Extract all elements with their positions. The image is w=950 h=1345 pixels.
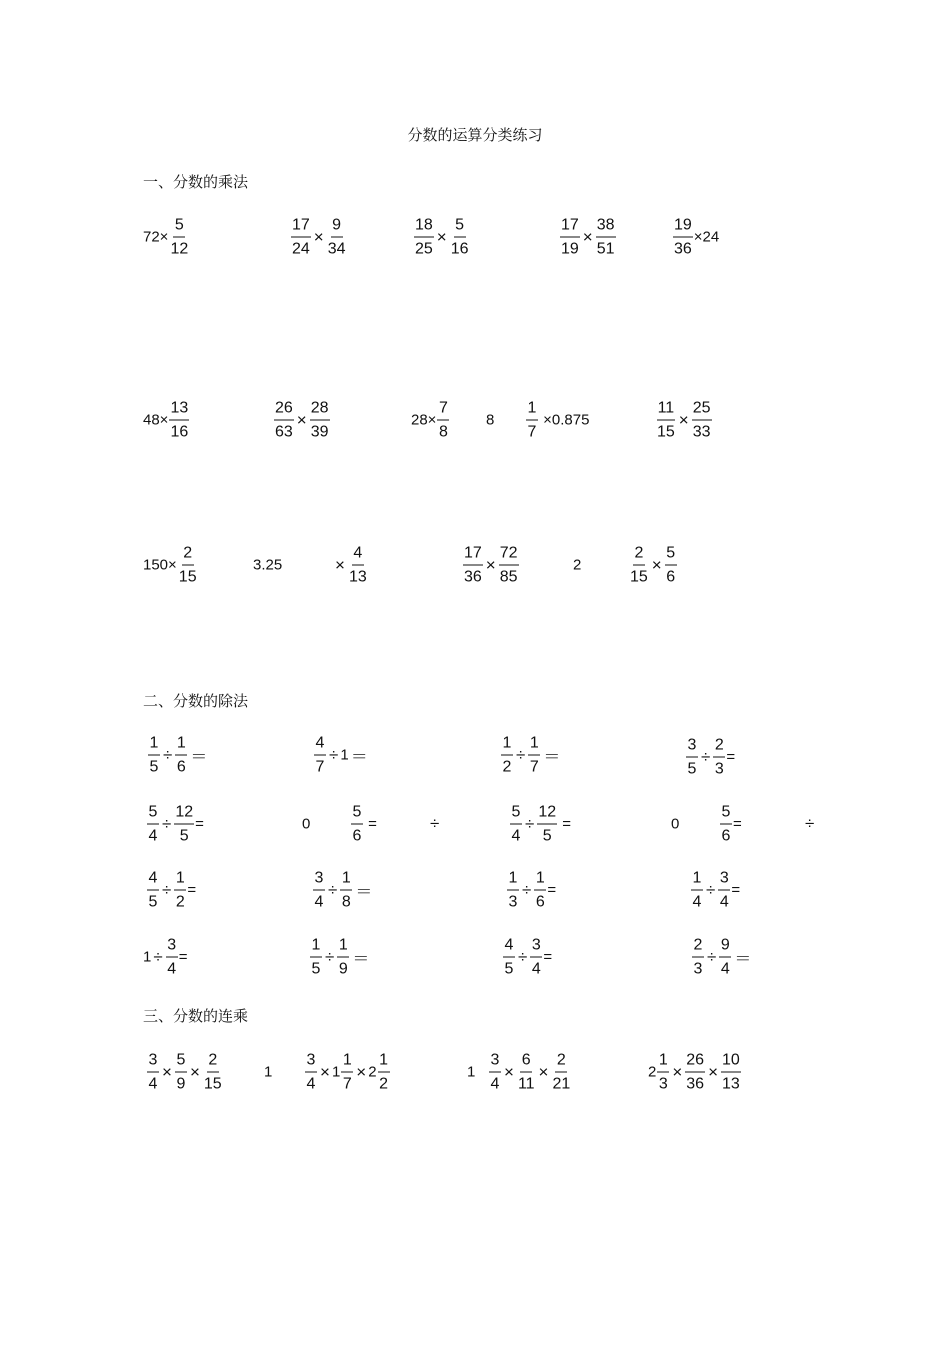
division-exercise-14 [312, 869, 374, 912]
numerator: 2 [555, 1051, 567, 1073]
denominator: 4 [148, 827, 158, 845]
multiplication-exercise-7 [273, 399, 331, 442]
expression-text: 2 [573, 556, 582, 574]
fraction [721, 1051, 741, 1094]
fraction [517, 1051, 536, 1094]
numerator: 5 [720, 803, 732, 825]
fraction [463, 544, 483, 587]
numerator: 9 [331, 216, 343, 238]
fraction [147, 803, 159, 846]
operator-symbol: ＝ [352, 949, 370, 969]
fraction [596, 216, 616, 259]
operator-symbol: × [335, 555, 345, 574]
denominator: 5 [148, 893, 158, 911]
numerator: 2 [182, 544, 194, 566]
expression-text: 0 [302, 815, 311, 833]
expression-text: = [726, 748, 736, 766]
numerator: 3 [305, 1051, 317, 1073]
operator-symbol: ÷ [522, 880, 532, 899]
numerator: 1 [526, 399, 538, 421]
expression-text: 1 [331, 1063, 341, 1081]
multiplication-exercise-17 [628, 544, 678, 587]
fraction [203, 1051, 223, 1094]
operator-symbol: ÷ [325, 947, 335, 966]
expression-text: = [178, 948, 188, 966]
multiplication-exercise-4 [559, 216, 617, 259]
fraction [489, 1051, 501, 1094]
division-exercise-15 [506, 869, 556, 912]
operator-symbol: × [708, 1062, 719, 1081]
denominator: 8 [341, 893, 351, 911]
division-exercise-12 [803, 814, 816, 834]
denominator: 4 [511, 827, 521, 845]
denominator: 6 [721, 827, 731, 845]
operator-symbol: × [356, 1062, 367, 1081]
expression-text: 2 [648, 1063, 657, 1081]
fraction [147, 1051, 159, 1094]
numerator: 11 [657, 399, 676, 421]
operator-symbol: ÷ [706, 880, 716, 899]
denominator: 36 [464, 568, 482, 586]
multiplication-exercise-11 [655, 399, 713, 442]
denominator: 4 [490, 1075, 500, 1093]
fraction [503, 936, 515, 979]
numerator: 10 [721, 1051, 741, 1073]
numerator: 5 [665, 544, 677, 566]
denominator: 8 [439, 423, 448, 441]
numerator: 3 [166, 936, 178, 958]
numerator: 3 [147, 1051, 159, 1073]
operator-symbol: ÷ [805, 814, 815, 833]
denominator: 34 [327, 240, 346, 258]
expression-text: 1 [264, 1063, 273, 1081]
denominator: 4 [314, 893, 324, 911]
division-exercise-18 [309, 936, 371, 979]
fraction [314, 734, 326, 777]
denominator: 9 [338, 960, 348, 978]
expression-text: = [187, 881, 197, 899]
fraction [169, 216, 189, 259]
numerator: 5 [175, 1051, 187, 1073]
fraction [629, 544, 649, 587]
numerator: 17 [291, 216, 311, 238]
numerator: 1 [148, 734, 160, 756]
operator-symbol: ÷ [707, 947, 717, 966]
fraction [657, 1051, 669, 1094]
continuous-multiplication-exercise-3 [304, 1051, 391, 1094]
operator-symbol: × [296, 410, 307, 429]
numerator: 4 [314, 734, 326, 756]
section-heading-continuous-multiplication: 三、分数的连乘 [143, 1007, 249, 1025]
numerator: 1 [337, 936, 349, 958]
fraction [174, 869, 186, 912]
continuous-multiplication-exercise-1 [146, 1051, 224, 1094]
numerator: 1 [310, 936, 322, 958]
fraction [510, 803, 522, 846]
numerator: 72 [499, 544, 519, 566]
numerator: 4 [147, 869, 159, 891]
expression-text: = [733, 815, 742, 833]
numerator: 25 [692, 399, 712, 421]
division-exercise-3 [500, 734, 562, 777]
denominator: 4 [531, 960, 541, 978]
fraction [175, 734, 187, 777]
denominator: 36 [686, 1075, 705, 1093]
expression-text: 8 [486, 411, 495, 429]
division-exercise-9 [509, 803, 571, 846]
expression-text: ×0.875 [539, 411, 590, 429]
fraction [340, 869, 352, 912]
division-exercise-16 [690, 869, 740, 912]
division-exercise-19 [502, 936, 552, 979]
denominator: 7 [529, 758, 539, 776]
numerator: 1 [340, 869, 352, 891]
continuous-multiplication-exercise-2 [264, 1064, 272, 1081]
numerator: 4 [352, 544, 364, 566]
division-exercise-4 [685, 736, 735, 779]
expression-text: = [195, 815, 204, 833]
fraction [507, 869, 519, 912]
expression-text: 48× [143, 411, 169, 429]
denominator: 25 [415, 240, 433, 258]
numerator: 1 [691, 869, 703, 891]
numerator: 1 [175, 734, 187, 756]
numerator: 1 [534, 869, 546, 891]
fraction [169, 399, 189, 442]
denominator: 5 [542, 827, 552, 845]
numerator: 5 [510, 803, 522, 825]
numerator: 12 [537, 803, 557, 825]
numerator: 2 [713, 736, 725, 758]
fraction [551, 1051, 571, 1094]
operator-symbol: ÷ [162, 880, 172, 899]
multiplication-exercise-16 [573, 557, 581, 574]
numerator: 3 [718, 869, 730, 891]
fraction [166, 936, 178, 979]
page-title: 分数的运算分类练习 [407, 126, 543, 144]
denominator: 16 [450, 240, 469, 258]
operator-symbol: ÷ [328, 880, 338, 899]
fraction [718, 869, 730, 912]
operator-symbol: ÷ [525, 814, 535, 833]
multiplication-exercise-14 [333, 544, 369, 587]
denominator: 13 [722, 1075, 740, 1093]
denominator: 7 [342, 1075, 352, 1093]
numerator: 2 [207, 1051, 219, 1073]
operator-symbol: ÷ [516, 745, 526, 764]
multiplication-exercise-8 [411, 399, 450, 442]
operator-symbol: ÷ [518, 947, 528, 966]
expression-text: = [364, 815, 377, 833]
multiplication-exercise-9 [486, 412, 494, 429]
numerator: 26 [274, 399, 294, 421]
fraction [450, 216, 470, 259]
section-heading-division: 二、分数的除法 [143, 692, 249, 710]
expression-text: 2 [368, 1063, 377, 1081]
fraction [526, 399, 538, 442]
numerator: 12 [174, 803, 194, 825]
fraction [685, 1051, 705, 1094]
operator-symbol: × [313, 227, 324, 246]
fraction [175, 1051, 187, 1094]
continuous-multiplication-exercise-6 [648, 1051, 742, 1094]
denominator: 19 [561, 240, 579, 258]
denominator: 5 [149, 758, 159, 776]
denominator: 4 [692, 893, 702, 911]
numerator: 17 [463, 544, 483, 566]
numerator: 18 [414, 216, 434, 238]
denominator: 12 [170, 240, 189, 258]
fraction [310, 936, 322, 979]
fraction [692, 936, 704, 979]
expression-text: 0 [671, 815, 680, 833]
numerator: 1 [501, 734, 513, 756]
numerator: 7 [437, 399, 449, 421]
denominator: 7 [315, 758, 325, 776]
fraction [351, 803, 363, 846]
denominator: 3 [658, 1075, 668, 1093]
multiplication-exercise-5 [672, 216, 719, 259]
denominator: 15 [630, 568, 648, 586]
denominator: 13 [348, 568, 367, 586]
denominator: 63 [275, 423, 293, 441]
numerator: 3 [489, 1051, 501, 1073]
denominator: 2 [175, 893, 185, 911]
fraction [437, 399, 449, 442]
denominator: 4 [148, 1075, 158, 1093]
multiplication-exercise-12 [143, 544, 199, 587]
numerator: 3 [686, 736, 698, 758]
fraction [656, 399, 676, 442]
fraction [673, 216, 693, 259]
multiplication-exercise-10 [525, 399, 589, 442]
multiplication-exercise-1 [143, 216, 190, 259]
expression-text: = [731, 881, 741, 899]
operator-symbol: ＝ [543, 747, 561, 767]
operator-symbol: ÷ [701, 747, 711, 766]
operator-symbol: ÷ [153, 947, 163, 966]
operator-symbol: × [189, 1062, 200, 1081]
division-exercise-1 [147, 734, 209, 777]
denominator: 9 [176, 1075, 186, 1093]
numerator: 6 [520, 1051, 532, 1073]
fraction [665, 544, 677, 587]
denominator: 51 [596, 240, 615, 258]
fraction [291, 216, 311, 259]
denominator: 6 [666, 568, 676, 586]
denominator: 15 [203, 1075, 222, 1093]
numerator: 5 [454, 216, 466, 238]
fraction [501, 734, 513, 777]
fraction [720, 803, 732, 846]
operator-symbol: ＝ [190, 747, 208, 767]
multiplication-exercise-2 [290, 216, 348, 259]
fraction [305, 1051, 317, 1094]
fraction [274, 399, 294, 442]
division-exercise-7 [350, 803, 377, 846]
denominator: 3 [508, 893, 518, 911]
division-exercise-20 [691, 936, 753, 979]
expression-text: = [543, 948, 553, 966]
numerator: 1 [378, 1051, 390, 1073]
continuous-multiplication-exercise-5 [488, 1051, 572, 1094]
division-exercise-5 [146, 803, 204, 846]
denominator: 16 [170, 423, 189, 441]
division-exercise-8 [428, 814, 441, 834]
expression-text: = [547, 881, 557, 899]
fraction [692, 399, 712, 442]
operator-symbol: ÷ [329, 745, 339, 764]
denominator: 4 [720, 960, 730, 978]
numerator: 2 [633, 544, 645, 566]
denominator: 85 [499, 568, 518, 586]
denominator: 3 [714, 760, 724, 778]
numerator: 2 [692, 936, 704, 958]
numerator: 28 [310, 399, 330, 421]
expression-text: 28× [411, 411, 437, 429]
fraction [147, 869, 159, 912]
denominator: 2 [502, 758, 512, 776]
numerator: 9 [719, 936, 731, 958]
denominator: 7 [527, 423, 537, 441]
fraction [499, 544, 519, 587]
division-exercise-10 [671, 816, 679, 833]
operator-symbol: × [436, 227, 447, 246]
fraction [713, 736, 725, 779]
numerator: 1 [657, 1051, 669, 1073]
denominator: 11 [517, 1075, 535, 1093]
division-exercise-11 [719, 803, 742, 846]
denominator: 5 [504, 960, 514, 978]
numerator: 1 [507, 869, 519, 891]
denominator: 4 [306, 1075, 316, 1093]
division-exercise-17 [143, 936, 187, 979]
operator-symbol: ÷ [162, 814, 172, 833]
division-exercise-2 [313, 734, 370, 777]
denominator: 4 [167, 960, 177, 978]
numerator: 3 [313, 869, 325, 891]
denominator: 39 [310, 423, 329, 441]
numerator: 3 [530, 936, 542, 958]
expression-text: 72× [143, 228, 169, 246]
numerator: 26 [685, 1051, 705, 1073]
fraction [148, 734, 160, 777]
numerator: 13 [169, 399, 189, 421]
numerator: 1 [341, 1051, 353, 1073]
denominator: 21 [552, 1075, 571, 1093]
denominator: 5 [687, 760, 697, 778]
operator-symbol: × [320, 1062, 330, 1081]
division-exercise-13 [146, 869, 196, 912]
denominator: 4 [719, 893, 729, 911]
fraction [534, 869, 546, 912]
operator-symbol: ＝ [350, 747, 368, 767]
fraction [414, 216, 434, 259]
denominator: 36 [674, 240, 692, 258]
expression-text: 1 [467, 1063, 476, 1081]
operator-symbol: × [504, 1062, 514, 1081]
section-heading-multiplication: 一、分数的乘法 [143, 173, 249, 191]
numerator: 38 [596, 216, 616, 238]
continuous-multiplication-exercise-4 [467, 1064, 475, 1081]
expression-text: ×24 [693, 228, 720, 246]
denominator: 24 [292, 240, 310, 258]
denominator: 5 [179, 827, 189, 845]
operator-symbol: ÷ [163, 745, 173, 764]
multiplication-exercise-13 [253, 557, 282, 574]
numerator: 1 [528, 734, 540, 756]
division-exercise-6 [302, 816, 310, 833]
operator-symbol: × [485, 555, 496, 574]
fraction [313, 869, 325, 912]
operator-symbol: ÷ [430, 814, 440, 833]
fraction [686, 736, 698, 779]
multiplication-exercise-3 [413, 216, 471, 259]
fraction [691, 869, 703, 912]
fraction [341, 1051, 353, 1094]
fraction [174, 803, 194, 846]
denominator: 15 [657, 423, 675, 441]
operator-symbol: × [651, 555, 662, 574]
denominator: 6 [176, 758, 186, 776]
fraction [560, 216, 580, 259]
expression-text: 150× [143, 556, 177, 574]
fraction [378, 1051, 390, 1094]
operator-symbol: ＝ [355, 882, 373, 902]
expression-text: 3.25 [253, 556, 283, 574]
denominator: 2 [379, 1075, 389, 1093]
fraction [327, 216, 347, 259]
operator-symbol: × [162, 1062, 172, 1081]
operator-symbol: × [678, 410, 689, 429]
fraction [337, 936, 349, 979]
numerator: 1 [174, 869, 186, 891]
denominator: 3 [693, 960, 703, 978]
numerator: 5 [351, 803, 363, 825]
operator-symbol: × [582, 227, 593, 246]
operator-symbol: ＝ [734, 949, 752, 969]
operator-symbol: × [538, 1062, 549, 1081]
denominator: 15 [178, 568, 197, 586]
fraction [178, 544, 198, 587]
denominator: 5 [311, 960, 321, 978]
multiplication-exercise-15 [462, 544, 520, 587]
numerator: 5 [147, 803, 159, 825]
expression-text: 1 [143, 948, 152, 966]
expression-text: 1 [340, 746, 349, 764]
numerator: 5 [173, 216, 185, 238]
numerator: 19 [673, 216, 693, 238]
multiplication-exercise-6 [143, 399, 190, 442]
denominator: 6 [352, 827, 362, 845]
denominator: 6 [535, 893, 545, 911]
fraction [537, 803, 557, 846]
fraction [310, 399, 330, 442]
denominator: 33 [692, 423, 711, 441]
expression-text: = [558, 815, 572, 833]
fraction [348, 544, 368, 587]
fraction [719, 936, 731, 979]
numerator: 4 [503, 936, 515, 958]
fraction [528, 734, 540, 777]
operator-symbol: × [672, 1062, 683, 1081]
numerator: 17 [560, 216, 580, 238]
fraction [530, 936, 542, 979]
